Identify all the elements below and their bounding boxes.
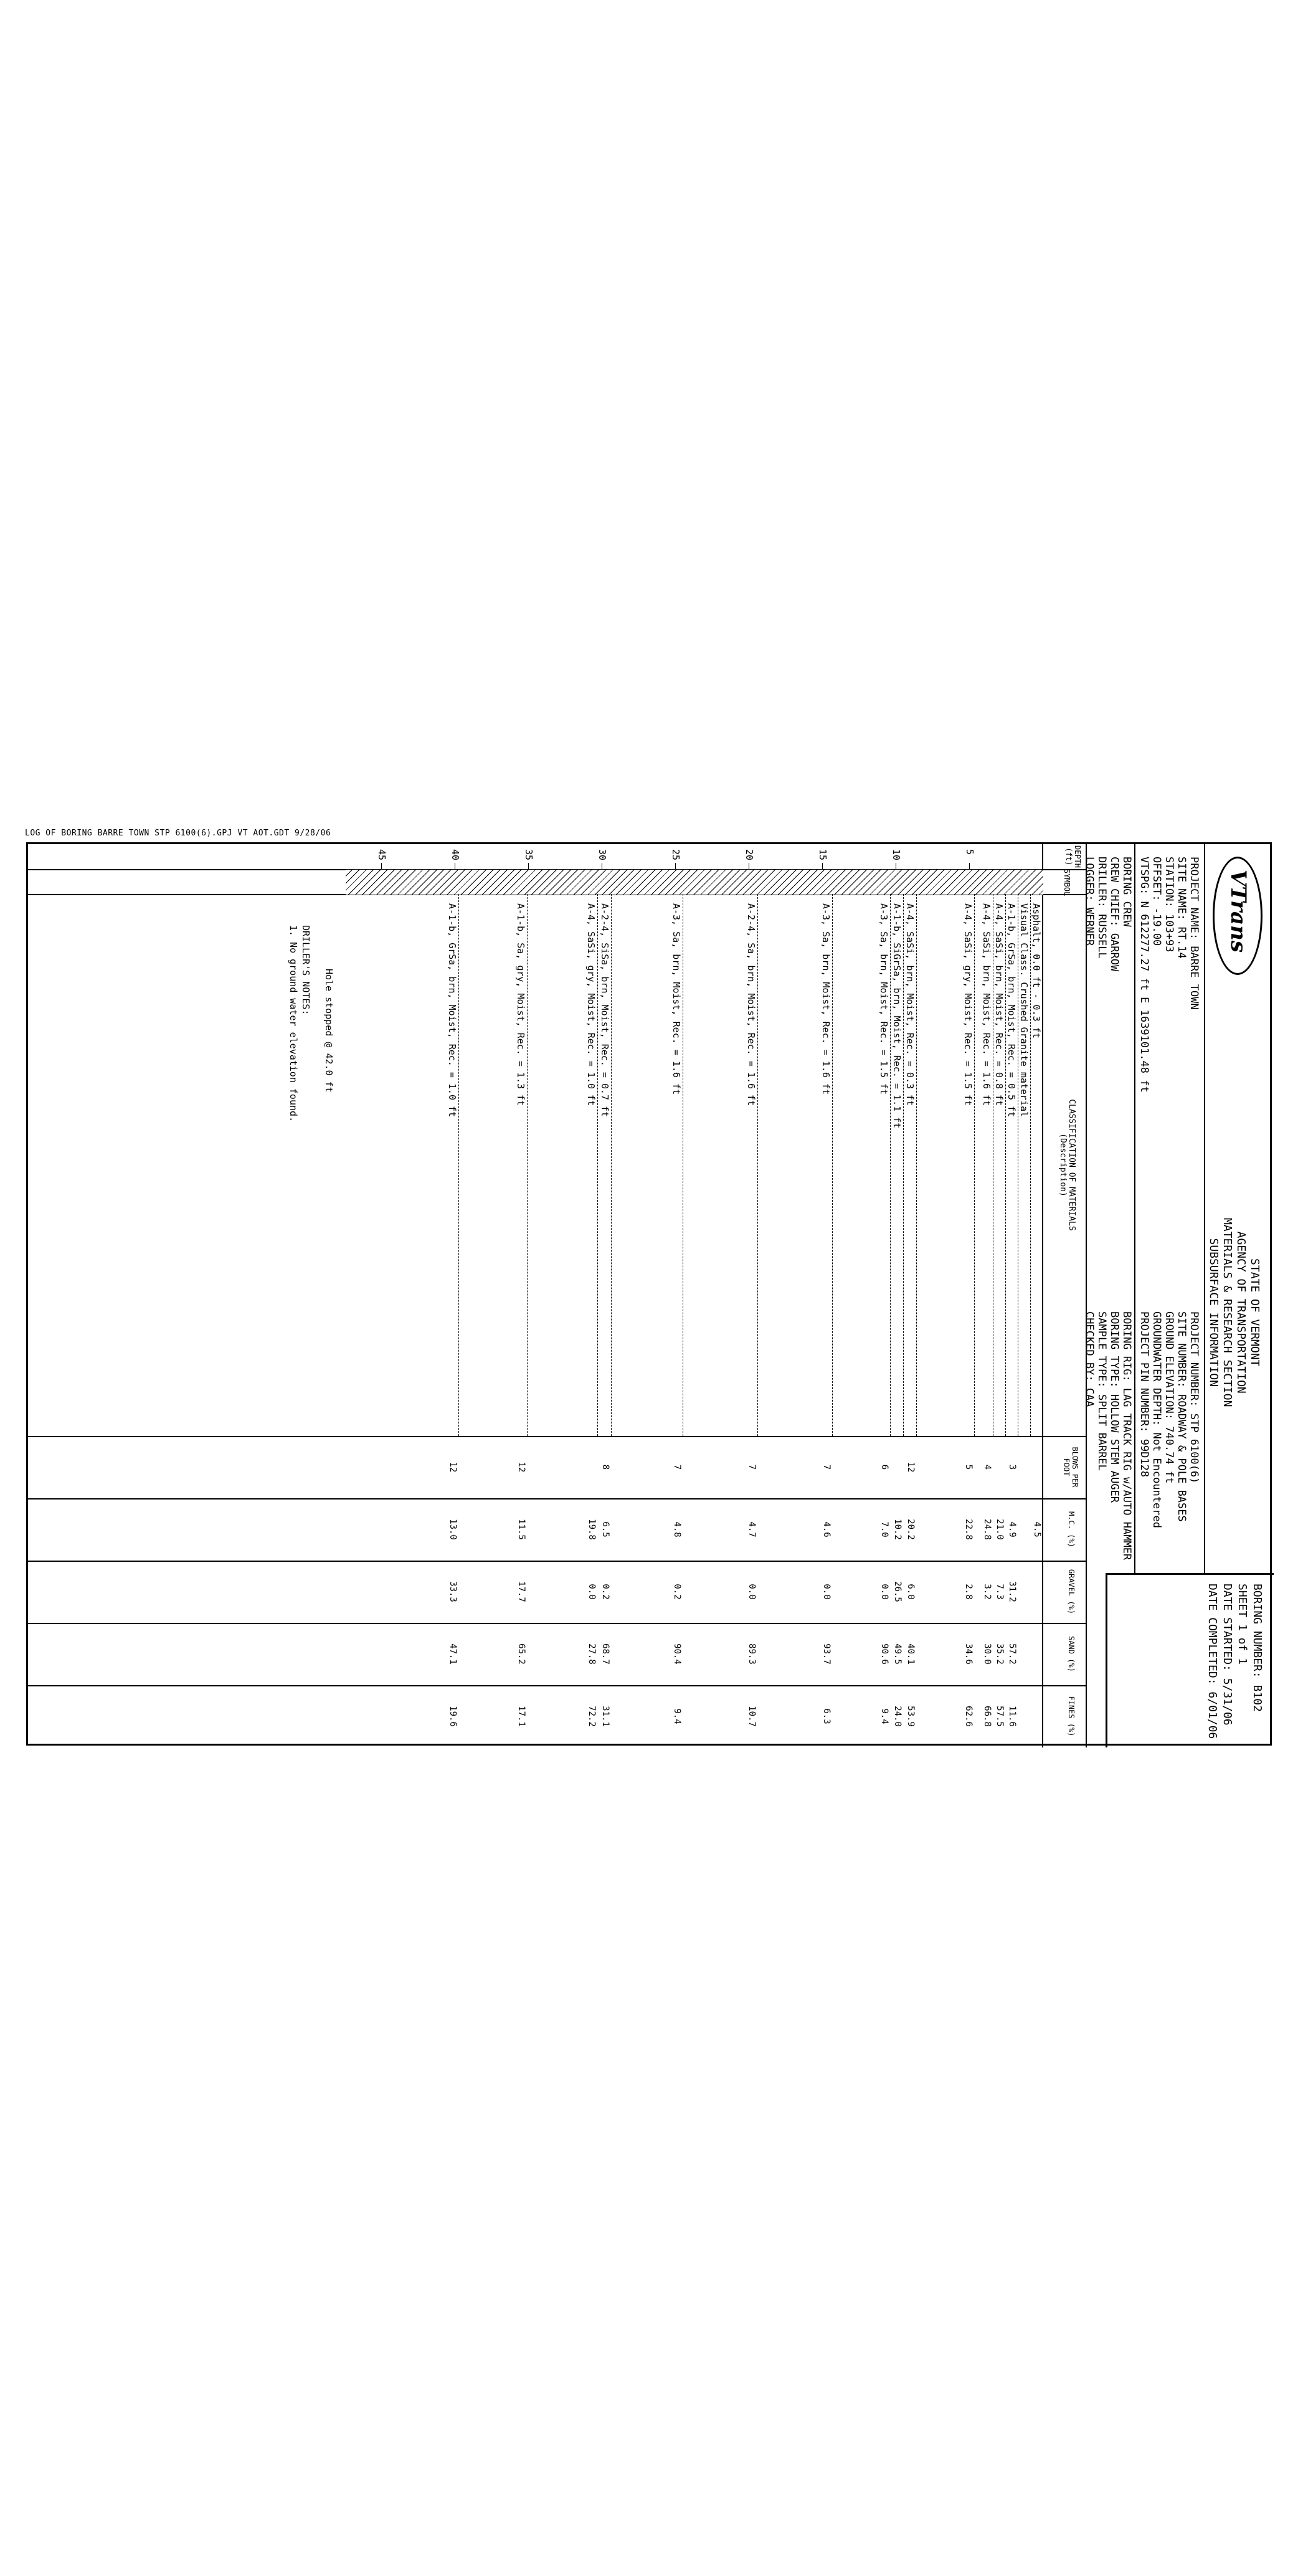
layer-gravel-value: 0.0 (822, 1584, 831, 1600)
column-header-bottom (1042, 844, 1043, 1747)
layer-boundary (1030, 894, 1031, 1436)
sep-classification (28, 1436, 1087, 1437)
layer-fines-value: 19.6 (448, 1706, 458, 1727)
layer-sand-value: 49.5 (893, 1643, 902, 1665)
layer-fines-value: 53.9 (906, 1706, 916, 1727)
project-number: PROJECT NUMBER: STP 6100(6) (1188, 1311, 1200, 1484)
drillers-notes-title: DRILLER'S NOTES: (300, 925, 311, 1015)
depth-label: 10 (891, 849, 902, 861)
layer-fines-value: 9.4 (672, 1708, 682, 1724)
logger: LOGGER: WERNER (1083, 857, 1096, 946)
agency-line-4: SUBSURFACE INFORMATION (1207, 1238, 1220, 1387)
layer-mc-value: 4.5 (1032, 1521, 1042, 1538)
site-number: SITE NUMBER: ROADWAY & POLE BASES (1175, 1311, 1188, 1522)
layer-description: A-4, SaSi, gry, Moist, Rec. = 1.0 ft (585, 903, 597, 1106)
layer-sand-value: 27.8 (587, 1643, 597, 1665)
layer-description: Visual Class. Crushed Granite material (1018, 903, 1030, 1118)
layer-fines-value: 9.4 (879, 1708, 889, 1724)
layer-gravel-value: 0.2 (600, 1584, 610, 1600)
depth-tick (822, 863, 823, 869)
file-footer: LOG OF BORING BARRE TOWN STP 6100(6).GPJ VT AOT.GDT 9/28/06 (25, 829, 331, 838)
rotated-log (28, 844, 1274, 1747)
boring-log-sheet (26, 842, 1272, 1746)
layer-description: A-4, SaSi, brn, Moist, Rec. = 0.8 ft (993, 903, 1005, 1106)
header-divider (1204, 844, 1205, 1573)
layer-boundary (757, 894, 758, 1436)
depth-label: 5 (964, 849, 975, 855)
site-name: SITE NAME: RT.14 (1175, 857, 1188, 959)
layer-blows-value: 5 (964, 1464, 974, 1470)
layer-fines-value: 31.1 (600, 1706, 610, 1727)
layer-fines-value: 17.1 (516, 1706, 526, 1727)
layer-gravel-value: 3.2 (982, 1584, 992, 1600)
layer-description: A-4, SaSi, brn, Moist, Rec. = 1.6 ft (981, 903, 992, 1106)
groundwater-depth: GROUNDWATER DEPTH: Not Encountered (1150, 1311, 1163, 1528)
col-gravel-header: GRAVEL (%) (1067, 1569, 1076, 1615)
depth-label: 25 (670, 849, 681, 861)
layer-boundary (974, 894, 975, 1436)
layer-mc-value: 4.6 (822, 1521, 831, 1538)
description-label: (Description) (1058, 1133, 1068, 1197)
layer-mc-value: 7.0 (879, 1521, 889, 1538)
drillers-notes-text: 1. No ground water elevation found. (288, 925, 299, 1123)
checked-by: CHECKED BY: CAA (1083, 1311, 1096, 1407)
layer-fines-value: 10.7 (747, 1706, 757, 1727)
col-classification-header (1058, 894, 1076, 1436)
col-fines-header: FINES (%) (1067, 1696, 1076, 1737)
agency-line-2: AGENCY OF TRANSPORTATION (1234, 1231, 1248, 1394)
depth-tick (528, 863, 529, 869)
column-header-top (1086, 844, 1087, 1747)
layer-description: A-1-b, Sa, gry, Moist, Rec. = 1.3 ft (515, 903, 526, 1106)
boring-type: BORING TYPE: HOLLOW STEM AUGER (1108, 1311, 1120, 1503)
sep-gravel (28, 1623, 1087, 1624)
layer-sand-value: 90.6 (879, 1643, 889, 1665)
layer-mc-value: 11.5 (516, 1519, 526, 1540)
layer-description: A-2-4, SiSa, brn, Moist, Rec. = 0.7 ft (599, 903, 610, 1118)
layer-sand-value: 34.6 (964, 1643, 974, 1665)
layer-description: A-1-b, GrSa, brn, Moist, Rec. = 0.5 ft (1006, 903, 1017, 1118)
crew-left (1083, 857, 1155, 971)
layer-blows-value: 7 (672, 1464, 682, 1470)
vtspg: VTSPG: N 612277.27 ft E 1639101.48 ft (1138, 857, 1150, 1093)
layer-boundary (832, 894, 833, 1436)
layer-fines-value: 66.8 (982, 1706, 992, 1727)
soil-symbol-column (346, 869, 1043, 895)
layer-description: A-2-4, Sa, brn, Moist, Rec. = 1.6 ft (746, 903, 757, 1106)
sep-sand (28, 1685, 1087, 1686)
vtrans-logo (1213, 857, 1262, 975)
crew-right (1083, 1311, 1155, 1560)
sep-mc (28, 1561, 1087, 1562)
layer-mc-value: 19.8 (587, 1519, 597, 1540)
layer-sand-value: 35.2 (995, 1643, 1005, 1665)
depth-label: 20 (744, 849, 755, 861)
layer-sand-value: 30.0 (982, 1643, 992, 1665)
layer-gravel-value: 0.0 (747, 1584, 757, 1600)
layer-boundary (890, 894, 891, 1436)
col-symbol-header: SYMBOL (1063, 869, 1071, 896)
project-pin-number: PROJECT PIN NUMBER: 99D128 (1138, 1311, 1150, 1478)
boring-crew: BORING CREW (1120, 857, 1133, 927)
station: STATION: 103+93 (1163, 857, 1175, 953)
boring-info-box (1106, 1573, 1274, 1747)
layer-boundary (611, 894, 612, 1436)
depth-label: 35 (523, 849, 534, 861)
layer-fines-value: 6.3 (822, 1708, 831, 1724)
layer-description: A-3, Sa, brn, Moist, Rec. = 1.5 ft (878, 903, 889, 1095)
layer-gravel-value: 26.5 (893, 1581, 902, 1602)
depth-label: 30 (597, 849, 608, 861)
driller: DRILLER: RUSSELL (1096, 857, 1108, 959)
layer-description: A-4, SaSi, brn, Moist, Rec. = 0.3 ft (904, 903, 916, 1106)
layer-boundary (916, 894, 917, 1436)
depth-label: 15 (817, 849, 828, 861)
boring-rig: BORING RIG: LAG TRACK RIG w/AUTO HAMMER (1120, 1311, 1133, 1561)
layer-description: A-3, Sa, brn, Moist, Rec. = 1.6 ft (671, 903, 682, 1095)
layer-mc-value: 6.5 (600, 1521, 610, 1538)
layer-gravel-value: 2.8 (964, 1584, 974, 1600)
layer-boundary (527, 894, 528, 1436)
layer-mc-value: 20.2 (906, 1519, 916, 1540)
layer-mc-value: 24.8 (982, 1519, 992, 1540)
layer-sand-value: 90.4 (672, 1643, 682, 1665)
layer-gravel-value: 0.0 (879, 1584, 889, 1600)
layer-blows-value: 3 (1007, 1464, 1017, 1470)
col-mc-header: M.C. (%) (1067, 1511, 1076, 1547)
boring-number: BORING NUMBER: B102 (1251, 1584, 1264, 1712)
layer-description: A-1-b, GrSa, brn, Moist, Rec. = 1.0 ft (447, 903, 458, 1118)
layer-fines-value: 62.6 (964, 1706, 974, 1727)
layer-description: A-1-b, SiGrSa, brn, Moist, Rec. = 1.1 ft (891, 903, 902, 1129)
col-sand-header: SAND (%) (1067, 1636, 1076, 1672)
layer-sand-value: 93.7 (822, 1643, 831, 1665)
layer-blows-value: 7 (822, 1464, 831, 1470)
layer-mc-value: 21.0 (995, 1519, 1005, 1540)
ground-elevation: GROUND ELEVATION: 740.74 ft (1163, 1311, 1175, 1484)
layer-fines-value: 57.5 (995, 1706, 1005, 1727)
layer-description: A-3, Sa, brn, Moist, Rec. = 1.6 ft (820, 903, 831, 1095)
layer-boundary (903, 894, 904, 1436)
layer-mc-value: 10.2 (893, 1519, 902, 1540)
layer-description: Asphalt, 0.0 ft - 0.3 ft (1031, 903, 1042, 1038)
layer-blows-value: 4 (982, 1464, 992, 1470)
layer-gravel-value: 6.0 (906, 1584, 916, 1600)
layer-boundary (597, 894, 598, 1436)
layer-mc-value: 4.9 (1007, 1521, 1017, 1538)
layer-mc-value: 4.8 (672, 1521, 682, 1538)
layer-boundary (1005, 894, 1006, 1436)
hole-stopped-note: Hole stopped @ 42.0 ft (323, 969, 334, 1093)
layer-gravel-value: 33.3 (448, 1581, 458, 1602)
depth-tick (381, 863, 382, 869)
depth-label: 45 (376, 849, 387, 861)
layer-mc-value: 4.7 (747, 1521, 757, 1538)
layer-description: A-4, SaSi, gry, Moist, Rec. = 1.5 ft (962, 903, 974, 1106)
layer-gravel-value: 0.2 (672, 1584, 682, 1600)
agency-line-3: MATERIALS & RESEARCH SECTION (1221, 1218, 1234, 1407)
layer-blows-value: 8 (600, 1464, 610, 1470)
layer-sand-value: 47.1 (448, 1643, 458, 1665)
layer-sand-value: 89.3 (747, 1643, 757, 1665)
classification-label: CLASSIFICATION OF MATERIALS (1067, 1099, 1076, 1231)
layer-mc-value: 13.0 (448, 1519, 458, 1540)
col-depth-header: DEPTH (ft) (1064, 845, 1082, 868)
offset: OFFSET: -19.00 (1150, 857, 1163, 946)
logo-text: VTrans (1226, 870, 1251, 953)
layer-sand-value: 68.7 (600, 1643, 610, 1665)
crew-chief: CREW CHIEF: GARROW (1108, 857, 1120, 972)
layer-fines-value: 11.6 (1007, 1706, 1017, 1727)
sample-type: SAMPLE TYPE: SPLIT BARREL (1096, 1311, 1108, 1471)
layer-fines-value: 72.2 (587, 1706, 597, 1727)
layer-gravel-value: 17.7 (516, 1581, 526, 1602)
layer-gravel-value: 7.3 (995, 1584, 1005, 1600)
layer-blows-value: 12 (448, 1461, 458, 1473)
date-completed: DATE COMPLETED: 6/01/06 (1206, 1584, 1219, 1739)
layer-sand-value: 40.1 (906, 1643, 916, 1665)
depth-label: 40 (450, 849, 461, 861)
sep-blows (28, 1498, 1087, 1499)
col-blows-header: BLOWS PER FOOT (1062, 1447, 1079, 1488)
layer-gravel-value: 0.0 (587, 1584, 597, 1600)
layer-sand-value: 65.2 (516, 1643, 526, 1665)
layer-sand-value: 57.2 (1007, 1643, 1017, 1665)
layer-blows-value: 12 (516, 1461, 526, 1473)
project-name: PROJECT NAME: BARRE TOWN (1188, 857, 1200, 1010)
layer-gravel-value: 31.2 (1007, 1581, 1017, 1602)
layer-boundary (458, 894, 459, 1436)
layer-mc-value: 22.8 (964, 1519, 974, 1540)
layer-blows-value: 7 (747, 1464, 757, 1470)
layer-fines-value: 24.0 (893, 1706, 902, 1727)
layer-blows-value: 6 (879, 1464, 889, 1470)
layer-blows-value: 12 (906, 1461, 916, 1473)
agency-line-1: STATE OF VERMONT (1248, 1258, 1261, 1367)
date-started: DATE STARTED: 5/31/06 (1221, 1584, 1234, 1726)
depth-tick (969, 863, 970, 869)
agency-block (1206, 1218, 1261, 1407)
sheet-count: SHEET 1 of 1 (1236, 1584, 1249, 1665)
depth-tick (675, 863, 676, 869)
